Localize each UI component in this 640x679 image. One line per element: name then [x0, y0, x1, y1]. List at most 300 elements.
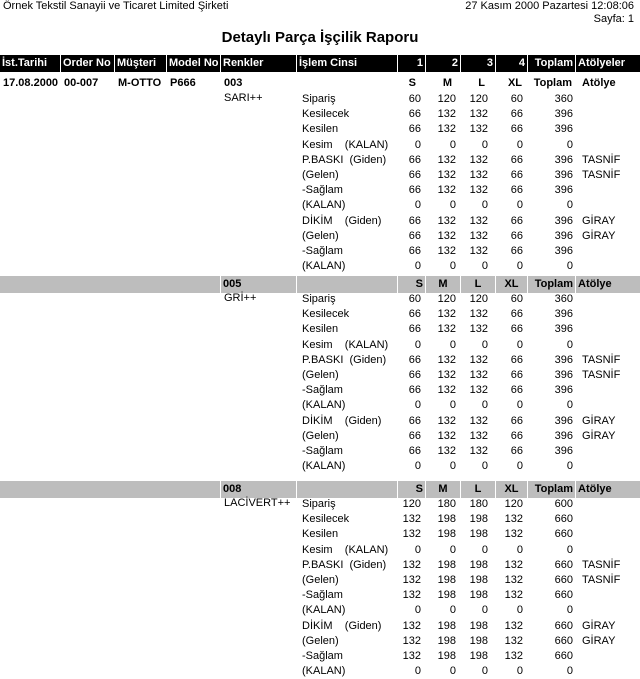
row-value-size-2: 0 — [449, 460, 456, 472]
table-row — [0, 198, 640, 213]
row-value-size-4: 132 — [504, 559, 523, 571]
row-label: P.BASKI (Giden) — [302, 154, 387, 166]
row-value-size-4: 0 — [516, 665, 523, 677]
row-value-size-2: 0 — [449, 399, 456, 411]
header-total: Toplam — [528, 55, 576, 72]
row-value-size-2: 198 — [437, 528, 456, 540]
size-xl-header: XL — [496, 481, 528, 498]
row-workshop: GİRAY — [582, 415, 616, 427]
row-value-size-3: 198 — [469, 574, 488, 586]
row-value-size-3: 198 — [469, 635, 488, 647]
table-row — [0, 153, 640, 168]
table-row — [0, 459, 640, 474]
header-size-3: 3 — [461, 55, 496, 72]
row-label: Kesilen — [302, 123, 339, 135]
row-label: -Sağlam — [302, 650, 343, 662]
row-workshop: GİRAY — [582, 230, 616, 242]
table-row — [0, 322, 640, 337]
row-value-size-3: 132 — [469, 123, 488, 135]
header-date: İst.Tarihi — [0, 55, 61, 72]
row-value-size-1: 0 — [414, 260, 421, 272]
row-value-size-3: 0 — [481, 665, 488, 677]
row-value-size-3: 132 — [469, 323, 488, 335]
header-process: İşlem Cinsi — [297, 55, 398, 72]
group-code: 005 — [221, 276, 297, 293]
row-total: 396 — [554, 384, 573, 396]
row-total: 660 — [554, 635, 573, 647]
row-label: (KALAN) — [302, 399, 346, 411]
workshop-header: Atölye — [578, 278, 612, 290]
header-model: Model No — [167, 55, 221, 72]
row-total: 600 — [554, 498, 573, 510]
row-value-size-4: 66 — [510, 369, 523, 381]
row-value-size-3: 132 — [469, 215, 488, 227]
row-value-size-1: 66 — [408, 169, 421, 181]
row-value-size-4: 66 — [510, 384, 523, 396]
table-row — [0, 497, 640, 512]
row-value-size-4: 132 — [504, 513, 523, 525]
row-value-size-2: 132 — [437, 245, 456, 257]
row-value-size-1: 132 — [402, 650, 421, 662]
page-number: Sayfa: 1 — [593, 13, 634, 25]
row-value-size-1: 132 — [402, 528, 421, 540]
row-value-size-2: 198 — [437, 620, 456, 632]
table-row — [0, 543, 640, 558]
row-value-size-4: 66 — [510, 415, 523, 427]
row-label: -Sağlam — [302, 384, 343, 396]
row-value-size-4: 120 — [504, 498, 523, 510]
row-value-size-2: 132 — [437, 123, 456, 135]
band-cell — [0, 481, 221, 498]
row-value-size-3: 198 — [469, 528, 488, 540]
group-color: GRİ++ — [224, 292, 257, 304]
group-code: 003 — [224, 77, 243, 89]
row-value-size-1: 66 — [408, 215, 421, 227]
row-value-size-4: 66 — [510, 108, 523, 120]
size-xl-header: XL — [496, 276, 528, 293]
row-value-size-1: 0 — [414, 544, 421, 556]
row-value-size-4: 66 — [510, 354, 523, 366]
row-value-size-1: 66 — [408, 123, 421, 135]
row-value-size-4: 0 — [516, 544, 523, 556]
row-value-size-1: 66 — [408, 430, 421, 442]
row-value-size-1: 132 — [402, 513, 421, 525]
row-value-size-3: 132 — [469, 154, 488, 166]
row-value-size-3: 180 — [469, 498, 488, 510]
row-workshop: TASNİF — [582, 559, 621, 571]
row-value-size-4: 66 — [510, 184, 523, 196]
table-row — [0, 292, 640, 307]
row-value-size-2: 132 — [437, 169, 456, 181]
row-value-size-4: 132 — [504, 574, 523, 586]
row-value-size-4: 132 — [504, 589, 523, 601]
row-value-size-3: 132 — [469, 230, 488, 242]
band-cell — [0, 276, 221, 293]
row-total: 396 — [554, 445, 573, 457]
header-colors: Renkler — [221, 55, 297, 72]
row-value-size-1: 66 — [408, 308, 421, 320]
row-total: 396 — [554, 169, 573, 181]
row-value-size-4: 66 — [510, 154, 523, 166]
row-label: (Gelen) — [302, 574, 339, 586]
row-value-size-3: 132 — [469, 169, 488, 181]
row-value-size-1: 66 — [408, 154, 421, 166]
row-value-size-2: 0 — [449, 604, 456, 616]
row-label: (KALAN) — [302, 199, 346, 211]
row-value-size-4: 132 — [504, 528, 523, 540]
row-workshop: TASNİF — [582, 574, 621, 586]
row-value-size-2: 132 — [437, 323, 456, 335]
row-value-size-1: 66 — [408, 415, 421, 427]
row-value-size-1: 0 — [414, 199, 421, 211]
row-value-size-3: 132 — [469, 184, 488, 196]
row-value-size-4: 0 — [516, 604, 523, 616]
row-total: 660 — [554, 559, 573, 571]
row-label: Kesim (KALAN) — [302, 339, 389, 351]
size-m-header: M — [426, 481, 461, 498]
row-label: (KALAN) — [302, 460, 346, 472]
table-row — [0, 183, 640, 198]
row-label: (KALAN) — [302, 260, 346, 272]
row-total: 396 — [554, 154, 573, 166]
row-label: DİKİM (Giden) — [302, 415, 382, 427]
row-value-size-1: 132 — [402, 620, 421, 632]
table-row — [0, 414, 640, 429]
row-total: 396 — [554, 415, 573, 427]
row-label: P.BASKI (Giden) — [302, 354, 387, 366]
row-value-size-2: 198 — [437, 574, 456, 586]
row-label: (Gelen) — [302, 230, 339, 242]
row-value-size-4: 60 — [510, 293, 523, 305]
table-row — [0, 634, 640, 649]
row-total: 396 — [554, 123, 573, 135]
row-total: 396 — [554, 215, 573, 227]
row-value-size-2: 198 — [437, 559, 456, 571]
size-m-header: M — [426, 276, 461, 293]
table-row — [0, 444, 640, 459]
row-value-size-3: 0 — [481, 139, 488, 151]
row-workshop: GİRAY — [582, 215, 616, 227]
row-total: 396 — [554, 184, 573, 196]
size-s-header: S — [398, 481, 426, 498]
row-label: Kesilecek — [302, 513, 350, 525]
row-value-size-2: 132 — [437, 108, 456, 120]
header-size-2: 2 — [426, 55, 461, 72]
row-value-size-3: 132 — [469, 415, 488, 427]
row-value-size-3: 198 — [469, 589, 488, 601]
row-total: 396 — [554, 430, 573, 442]
table-row — [0, 649, 640, 664]
row-value-size-1: 0 — [414, 399, 421, 411]
row-value-size-1: 0 — [414, 139, 421, 151]
table-row — [0, 527, 640, 542]
group-color: SARI++ — [224, 92, 263, 104]
size-s-header: S — [408, 77, 416, 89]
table-row — [0, 398, 640, 413]
row-value-size-2: 132 — [437, 308, 456, 320]
row-label: Kesilecek — [302, 108, 350, 120]
row-value-size-3: 0 — [481, 339, 488, 351]
row-value-size-4: 66 — [510, 308, 523, 320]
row-value-size-4: 66 — [510, 215, 523, 227]
row-value-size-3: 198 — [469, 650, 488, 662]
table-row — [0, 92, 640, 107]
row-label: -Sağlam — [302, 245, 343, 257]
size-total-header: Toplam — [533, 77, 572, 89]
header-order: Order No — [61, 55, 115, 72]
row-label: -Sağlam — [302, 445, 343, 457]
row-label: Kesilen — [302, 323, 339, 335]
row-value-size-1: 66 — [408, 354, 421, 366]
table-row — [0, 138, 640, 153]
group-header-band — [0, 481, 640, 498]
row-value-size-3: 132 — [469, 369, 488, 381]
header-workshops: Atölyeler — [578, 57, 626, 69]
table-row — [0, 259, 640, 274]
row-value-size-1: 120 — [402, 498, 421, 510]
row-value-size-2: 198 — [437, 513, 456, 525]
order-customer: M-OTTO — [118, 77, 162, 89]
row-value-size-1: 66 — [408, 323, 421, 335]
row-value-size-4: 66 — [510, 445, 523, 457]
row-total: 396 — [554, 308, 573, 320]
row-value-size-3: 132 — [469, 108, 488, 120]
row-value-size-2: 132 — [437, 369, 456, 381]
row-value-size-1: 0 — [414, 604, 421, 616]
table-row — [0, 603, 640, 618]
row-value-size-4: 0 — [516, 139, 523, 151]
row-value-size-4: 0 — [516, 260, 523, 272]
row-value-size-3: 0 — [481, 199, 488, 211]
table-row — [0, 512, 640, 527]
row-value-size-4: 0 — [516, 460, 523, 472]
row-value-size-1: 60 — [408, 293, 421, 305]
table-row — [0, 368, 640, 383]
table-row — [0, 229, 640, 244]
row-total: 396 — [554, 369, 573, 381]
row-label: Kesim (KALAN) — [302, 544, 389, 556]
row-value-size-2: 198 — [437, 589, 456, 601]
row-value-size-2: 180 — [437, 498, 456, 510]
row-total: 0 — [566, 604, 573, 616]
row-label: P.BASKI (Giden) — [302, 559, 387, 571]
order-number: 00-007 — [64, 77, 99, 89]
row-value-size-1: 66 — [408, 445, 421, 457]
row-value-size-3: 132 — [469, 308, 488, 320]
row-workshop: TASNİF — [582, 154, 621, 166]
table-row — [0, 573, 640, 588]
table-header — [0, 55, 640, 72]
row-value-size-2: 198 — [437, 635, 456, 647]
row-label: (KALAN) — [302, 604, 346, 616]
table-row — [0, 429, 640, 444]
row-total: 0 — [566, 544, 573, 556]
workshop-header: Atölye — [578, 483, 612, 495]
row-total: 396 — [554, 354, 573, 366]
table-row — [0, 664, 640, 679]
row-label: (Gelen) — [302, 635, 339, 647]
row-value-size-4: 66 — [510, 169, 523, 181]
row-total: 396 — [554, 230, 573, 242]
size-l-header: L — [461, 481, 496, 498]
row-value-size-2: 132 — [437, 354, 456, 366]
row-value-size-3: 0 — [481, 260, 488, 272]
order-date: 17.08.2000 — [3, 77, 59, 89]
row-value-size-2: 120 — [437, 93, 456, 105]
row-total: 0 — [566, 199, 573, 211]
table-row — [0, 588, 640, 603]
table-row — [0, 619, 640, 634]
row-value-size-2: 0 — [449, 544, 456, 556]
row-value-size-4: 66 — [510, 430, 523, 442]
group-code: 008 — [221, 481, 297, 498]
row-value-size-4: 132 — [504, 620, 523, 632]
header-size-1: 1 — [398, 55, 426, 72]
size-l-header: L — [478, 77, 485, 89]
row-value-size-4: 0 — [516, 199, 523, 211]
row-label: Sipariş — [302, 498, 336, 510]
row-value-size-1: 0 — [414, 665, 421, 677]
row-total: 0 — [566, 260, 573, 272]
row-value-size-1: 0 — [414, 339, 421, 351]
order-model: P666 — [170, 77, 196, 89]
workshop-header: Atölye — [582, 77, 616, 89]
table-row — [0, 338, 640, 353]
row-label: -Sağlam — [302, 589, 343, 601]
row-value-size-2: 132 — [437, 215, 456, 227]
row-value-size-2: 132 — [437, 184, 456, 196]
size-m-header: M — [442, 77, 452, 89]
row-value-size-4: 60 — [510, 93, 523, 105]
row-label: (KALAN) — [302, 665, 346, 677]
row-total: 396 — [554, 323, 573, 335]
row-value-size-1: 66 — [408, 384, 421, 396]
row-value-size-4: 66 — [510, 323, 523, 335]
row-total: 396 — [554, 245, 573, 257]
row-label: (Gelen) — [302, 369, 339, 381]
row-value-size-2: 0 — [449, 199, 456, 211]
row-workshop: GİRAY — [582, 430, 616, 442]
table-row — [0, 244, 640, 259]
row-value-size-1: 66 — [408, 369, 421, 381]
row-value-size-1: 60 — [408, 93, 421, 105]
table-row — [0, 307, 640, 322]
size-total-header: Toplam — [528, 276, 576, 293]
row-value-size-4: 0 — [516, 339, 523, 351]
row-value-size-3: 132 — [469, 354, 488, 366]
row-label: DİKİM (Giden) — [302, 620, 382, 632]
row-label: (Gelen) — [302, 430, 339, 442]
table-row — [0, 558, 640, 573]
row-value-size-3: 132 — [469, 384, 488, 396]
group-header-band — [0, 276, 640, 293]
row-value-size-1: 66 — [408, 108, 421, 120]
table-row — [0, 122, 640, 137]
report-datetime: 27 Kasım 2000 Pazartesi 12:08:06 — [465, 0, 634, 12]
row-value-size-2: 132 — [437, 384, 456, 396]
row-value-size-2: 132 — [437, 415, 456, 427]
row-value-size-1: 0 — [414, 460, 421, 472]
row-label: Sipariş — [302, 293, 336, 305]
row-value-size-2: 120 — [437, 293, 456, 305]
table-row — [0, 168, 640, 183]
row-value-size-3: 132 — [469, 245, 488, 257]
row-value-size-1: 66 — [408, 245, 421, 257]
size-total-header: Toplam — [528, 481, 576, 498]
row-value-size-3: 0 — [481, 544, 488, 556]
row-value-size-2: 0 — [449, 139, 456, 151]
row-value-size-4: 132 — [504, 635, 523, 647]
size-l-header: L — [461, 276, 496, 293]
header-customer: Müşteri — [115, 55, 167, 72]
row-value-size-4: 132 — [504, 650, 523, 662]
row-value-size-3: 0 — [481, 460, 488, 472]
row-value-size-3: 198 — [469, 620, 488, 632]
row-value-size-3: 198 — [469, 559, 488, 571]
table-row — [0, 383, 640, 398]
row-total: 660 — [554, 589, 573, 601]
row-total: 660 — [554, 528, 573, 540]
row-value-size-2: 132 — [437, 154, 456, 166]
row-value-size-4: 66 — [510, 230, 523, 242]
row-workshop: TASNİF — [582, 369, 621, 381]
row-total: 0 — [566, 339, 573, 351]
row-value-size-3: 120 — [469, 293, 488, 305]
row-total: 396 — [554, 108, 573, 120]
table-row — [0, 214, 640, 229]
row-value-size-2: 132 — [437, 445, 456, 457]
row-value-size-1: 132 — [402, 635, 421, 647]
row-total: 660 — [554, 650, 573, 662]
row-value-size-2: 0 — [449, 665, 456, 677]
row-total: 0 — [566, 399, 573, 411]
row-value-size-2: 0 — [449, 339, 456, 351]
row-total: 0 — [566, 139, 573, 151]
row-label: Kesilen — [302, 528, 339, 540]
row-total: 660 — [554, 574, 573, 586]
band-cell — [297, 276, 398, 293]
row-total: 660 — [554, 620, 573, 632]
row-label: (Gelen) — [302, 169, 339, 181]
row-workshop: GİRAY — [582, 635, 616, 647]
row-value-size-4: 0 — [516, 399, 523, 411]
header-size-4: 4 — [496, 55, 528, 72]
report-title: Detaylı Parça İşçilik Raporu — [221, 29, 419, 46]
band-cell — [297, 481, 398, 498]
row-value-size-1: 66 — [408, 230, 421, 242]
row-label: Kesim (KALAN) — [302, 139, 389, 151]
size-xl-header: XL — [507, 77, 522, 89]
row-value-size-4: 66 — [510, 123, 523, 135]
row-value-size-3: 0 — [481, 399, 488, 411]
row-value-size-2: 132 — [437, 230, 456, 242]
row-workshop: GİRAY — [582, 620, 616, 632]
group-color: LACİVERT++ — [224, 497, 291, 509]
row-workshop: TASNİF — [582, 169, 621, 181]
row-label: DİKİM (Giden) — [302, 215, 382, 227]
row-value-size-3: 132 — [469, 445, 488, 457]
row-value-size-3: 198 — [469, 513, 488, 525]
row-total: 0 — [566, 665, 573, 677]
row-value-size-2: 198 — [437, 650, 456, 662]
table-row — [0, 107, 640, 122]
row-total: 360 — [554, 93, 573, 105]
table-row — [0, 353, 640, 368]
row-value-size-3: 120 — [469, 93, 488, 105]
row-value-size-3: 132 — [469, 430, 488, 442]
row-label: Sipariş — [302, 93, 336, 105]
row-value-size-4: 66 — [510, 245, 523, 257]
